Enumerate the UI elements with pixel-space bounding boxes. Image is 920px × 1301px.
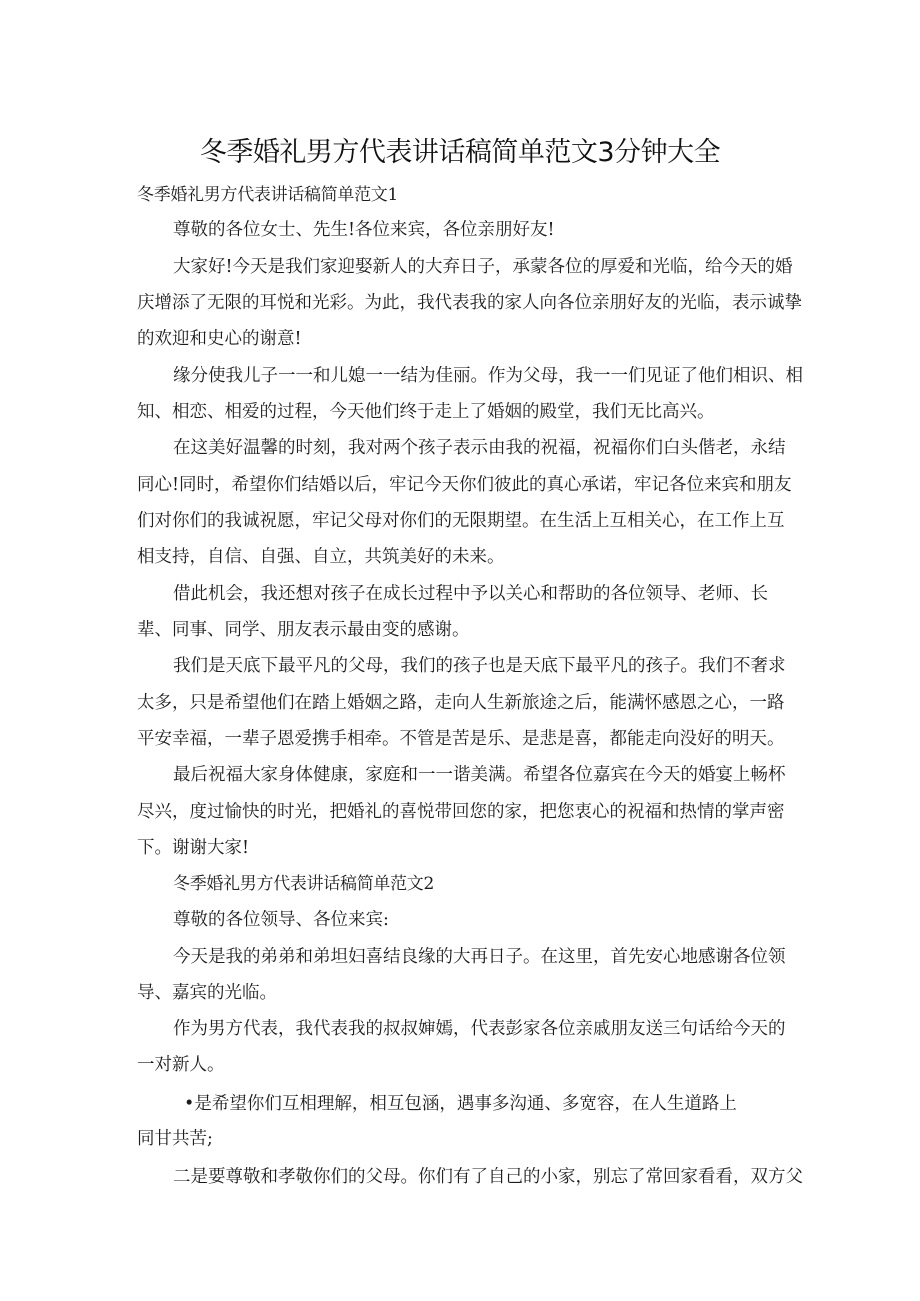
paragraph-line: 相支持，自信、自强、自立，共筑美好的未来。 [137,547,505,567]
paragraph-line: 的欢迎和史心的谢意! [137,329,302,349]
paragraph-line: 作为男方代表，我代表我的叔叔婶嫣，代表彭家各位亲戚朋友送三句话给今天的 [173,1019,786,1039]
paragraph-line: 尊敬的各位女士、先生!各位来宾，各位亲朋好友! [173,220,555,240]
document-title: 冬季婚礼男方代表讲话稿简单范文3分钟大全 [199,137,721,168]
paragraph-line: 尽兴，度过愉快的时光，把婚礼的喜悦带回您的家，把您衷心的祝福和热情的掌声密 [137,802,785,822]
paragraph-line: 缘分使我儿子一一和儿媳一一结为佳丽。作为父母，我一一们见证了他们相识、相 [173,366,803,386]
bullet-item: •是希望你们互相理解，相互包涵，遇事多沟通、多宽容，在人生道路上 [184,1094,737,1114]
paragraph-line: 借此机会，我还想对孩子在成长过程中予以关心和帮助的各位领导、老师、长 [173,584,768,604]
paragraph-line: 最后祝福大家身体健康，家庭和一一谐美满。希望各位嘉宾在今天的婚宴上畅杯 [173,765,786,785]
paragraph-line: 今天是我的弟弟和弟坦妇喜结良缘的大再日子。在这里，首先安心地感谢各位领 [173,947,786,967]
paragraph-line: 同甘共苦; [137,1129,213,1149]
paragraph-line: 尊敬的各位领导、各位来宾: [173,910,389,930]
paragraph-line: 我们是天底下最平凡的父母，我们的孩子也是天底下最平凡的孩子。我们不奢求 [173,656,786,676]
section-heading-2: 冬季婚礼男方代表讲话稿简单范文2 [173,874,435,894]
paragraph-line: 下。谢谢大家! [137,838,250,858]
paragraph-line: 庆增添了无限的耳悦和光彩。为此，我代表我的家人向各位亲朋好友的光临，表示诚挚 [137,293,802,313]
paragraph-line: 们对你们的我诚祝愿，牢记父母对你们的无限期望。在生活上互相关心，在工作上互 [137,511,785,531]
paragraph-line: 导、嘉宾的光临。 [137,983,277,1003]
paragraph-line: 同心!同时，希望你们结婚以后，牢记今天你们彼此的真心承诺，牢记各位来宾和朋友 [137,475,792,495]
paragraph-line: 平安幸福，一辈子恩爱携手相牵。不管是苦是乐、是悲是喜，都能走向没好的明天。 [137,729,785,749]
paragraph-line: 在这美好温馨的时刻，我对两个孩子表示由我的祝福，祝福你们白头偕老，永结 [173,438,786,458]
paragraph-line: 一对新人。 [137,1055,225,1075]
paragraph-line: 二是要尊敬和孝敬你们的父母。你们有了自己的小家，别忘了常回家看看，双方父 [173,1167,803,1187]
paragraph-line: 知、相恋、相爱的过程，今天他们终于走上了婚姻的殿堂，我们无比高兴。 [137,402,715,422]
paragraph-line: 辈、同事、同学、朋友表示最由变的感谢。 [137,620,470,640]
paragraph-line: 太多，只是希望他们在踏上婚姻之路，走向人生新旅途之后，能满怀感恩之心，一路 [137,693,785,713]
section-heading-1: 冬季婚礼男方代表讲话稿简单范文1 [137,185,399,205]
paragraph-line: 大家好!今天是我们家迎娶新人的大弃日子，承蒙各位的厚爱和光临，给今天的婚 [173,257,793,277]
